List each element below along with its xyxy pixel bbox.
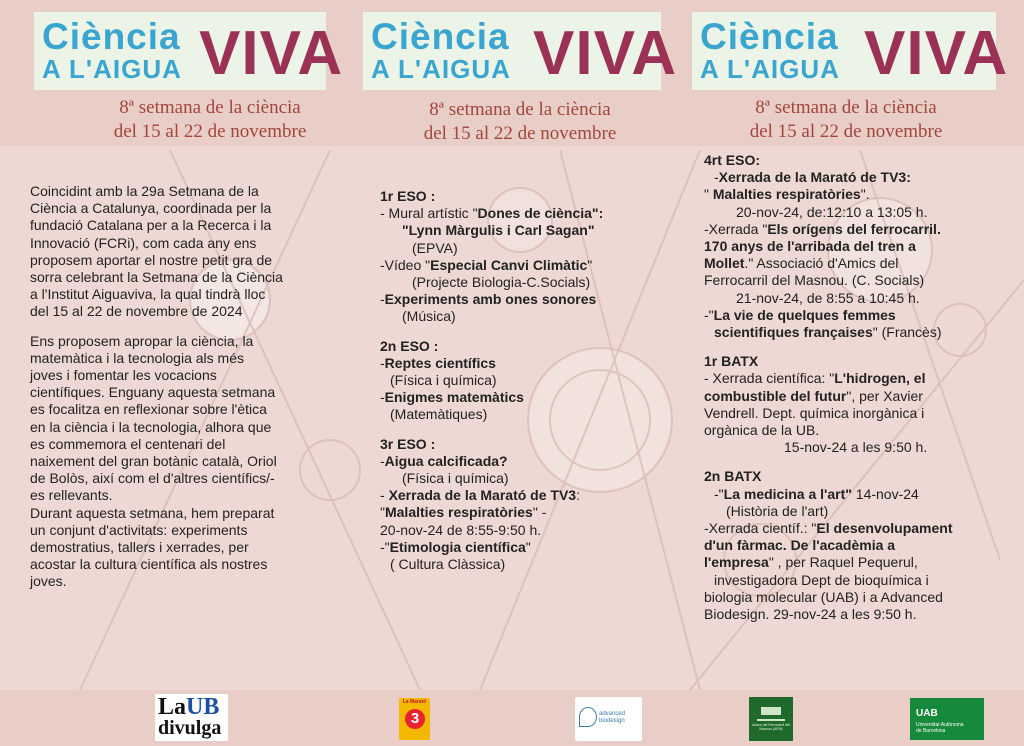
logo-line1: Ciència [700, 16, 839, 57]
activity-subject: (EPVA) [412, 239, 458, 256]
activity-subject: (Música) [402, 308, 456, 325]
text-line: Durant aquesta setmana, hem preparat [30, 504, 275, 521]
subtitle-line1: 8ª setmana de la ciència [429, 99, 611, 120]
activity-date: 20-nov-24 de 8:55-9:50 h. [380, 521, 542, 538]
logo-line3: VIVA [533, 19, 678, 88]
grade-heading-4rt-eso: 4rt ESO: [704, 152, 761, 168]
activities-panel-eso-1-3 [380, 188, 670, 573]
advanced-biodesign-logo: advanced biodesign [575, 697, 642, 741]
text-line: a l'Institut Aiguaviva, la qual tindrà lloc [30, 286, 266, 303]
activity-farmac-line6: Biodesign. 29-nov-24 a les 9:50 h. [704, 606, 917, 623]
logo-line3: VIVA [199, 19, 344, 88]
activity-hidrogen-line4: orgànica de la UB. [704, 422, 820, 439]
laub-divulga-logo: LaUB divulga [155, 694, 228, 741]
text-line: Ciència a Catalunya, coordinada per la [30, 200, 272, 217]
subtitle-3 [715, 96, 977, 144]
activity-date: 21-nov-24, de 8:55 a 10:45 h. [736, 289, 920, 306]
activity-ferrocarril-line3: Mollet." Associació d'Amics del [704, 255, 899, 272]
text-line: proposem aportar el nostre petit gra de [30, 251, 273, 268]
activity-ferrocarril: -Xerrada "Els orígens del ferrocarril. [704, 220, 941, 237]
text-line: de Bolòs, així com el d'altres científics/- [30, 470, 275, 487]
uab-logo: UAB Universitat Autònoma de Barcelona [910, 698, 984, 740]
text-line: fundació Catalana per a la Recerca i la [30, 217, 272, 234]
activity-xerrada-marato: - Xerrada de la Marató de TV3: [380, 487, 580, 504]
text-line: es focalitza en reflexionar sobre l'ètica [30, 401, 267, 418]
logo-line2: A L'AIGUA [42, 54, 182, 84]
subtitle-line2: del 15 al 22 de novembre [749, 121, 943, 142]
ciencia-viva-logo-1 [34, 12, 344, 90]
activity-mural-subtitle: "Lynn Màrgulis i Carl Sagan" [402, 222, 595, 239]
grade-heading-1r-batx: 1r BATX [704, 353, 759, 370]
activity-subject: (Física i química) [390, 372, 497, 389]
text-line: joves. [30, 573, 67, 590]
text-line: Ens proposem apropar la ciència, la [30, 332, 254, 349]
activity-xerrada-title: "Malalties respiratòries" - [380, 504, 547, 521]
ciencia-viva-logo-2 [363, 12, 678, 90]
intro-paragraph-2 [30, 333, 330, 591]
text-line: Coincidint amb la 29a Setmana de la [30, 183, 259, 199]
text-line: sorra celebrant la Setmana de la Ciència [30, 269, 283, 286]
logo-line2: A L'AIGUA [700, 54, 840, 84]
activity-xerrada-title: " Malalties respiratòries". [704, 186, 870, 203]
activity-medicina: -"La medicina a l'art" 14-nov-24 [714, 485, 919, 502]
grade-heading-2n-batx: 2n BATX [704, 468, 762, 485]
activity-farmac-line5: biologia molecular (UAB) i a Advanced [704, 588, 943, 605]
activity-subject: (Matemàtiques) [390, 406, 488, 423]
activity-xerrada-marato: -Xerrada de la Marató de TV3: [714, 169, 911, 186]
activity-subject: (Història de l'art) [726, 502, 829, 519]
subtitle-line1: 8ª setmana de la ciència [119, 97, 301, 118]
activity-hidrogen-line2: combustible del futur", per Xavier [704, 387, 923, 404]
subtitle-line2: del 15 al 22 de novembre [113, 121, 307, 142]
activity-farmac-line2: d'un fàrmac. De l'acadèmia a [704, 537, 896, 554]
activity-aigua: -Aigua calcificada? [380, 452, 508, 469]
text-line: matemàtica i la tecnologia als més [30, 349, 244, 366]
logo-line1: Ciència [371, 16, 510, 57]
text-line: es rellevants. [30, 487, 113, 504]
activity-farmac: -Xerrada científ.: "El desenvolupament [704, 520, 953, 537]
activity-subject: ( Cultura Clàssica) [390, 556, 506, 573]
text-line: en la ciència i la tecnologia, alhora que [30, 418, 272, 435]
subtitle-2 [390, 98, 650, 146]
activity-hidrogen: - Xerrada científica: "L'hidrogen, el [704, 370, 926, 387]
marato-tv3-logo: La Marató 3 [399, 698, 430, 740]
text-line: naixement del gran botànic català, Oriol [30, 453, 277, 470]
activity-mural: - Mural artístic "Dones de ciència": [380, 205, 604, 222]
activity-video: -Vídeo "Especial Canvi Climàtic" [380, 256, 593, 273]
activity-subject: (Projecte Biologia-C.Socials) [412, 274, 591, 291]
text-line: del 15 al 22 de novembre de 2024 [30, 303, 243, 320]
activities-panel-eso4-batx [704, 152, 1004, 623]
logo-line2: A L'AIGUA [371, 54, 511, 84]
logo-line1: Ciència [42, 16, 181, 57]
logo-line3: VIVA [864, 19, 1009, 88]
grade-heading-2n-eso: 2n ESO : [380, 337, 439, 354]
activity-femmes-line2: scientifiques françaises" (Francès) [714, 324, 942, 341]
text-line: acostar la cultura científica als nostres [30, 556, 268, 573]
activity-subject: (Física i química) [402, 470, 509, 487]
activity-reptes: -Reptes científics [380, 354, 496, 371]
activity-ferrocarril-line4: Ferrocarril del Masnou. (C. Socials) [704, 272, 925, 289]
subtitle-line1: 8ª setmana de la ciència [755, 97, 937, 118]
activity-enigmes: -Enigmes matemàtics [380, 389, 524, 406]
text-line: Innovació (FCRi), com cada any ens [30, 234, 257, 251]
activity-femmes: -"La vie de quelques femmes [704, 306, 896, 323]
activity-hidrogen-line3: Vendrell. Dept. química inorgànica i [704, 404, 925, 421]
text-line: científiques. Enguany aquesta setmana [30, 384, 276, 401]
intro-panel [30, 183, 330, 591]
text-line: un conjunt d'activitats: experiments [30, 521, 248, 538]
activity-date: 20-nov-24, de:12:10 a 13:05 h. [736, 203, 928, 220]
grade-heading-3r-eso: 3r ESO : [380, 435, 436, 452]
text-line: demostratius, tallers i xerrades, per [30, 539, 249, 556]
activity-date: 15-nov-24 a les 9:50 h. [784, 439, 928, 456]
activity-ferrocarril-line2: 170 anys de l'arribada del tren a [704, 238, 916, 255]
activity-etimologia: -"Etimologia científica" [380, 538, 531, 555]
subtitle-line2: del 15 al 22 de novembre [423, 123, 617, 144]
text-line: joves i fomentar les vocacions [30, 367, 217, 384]
activity-farmac-line4: investigadora Dept de bioquímica i [714, 571, 929, 588]
activity-farmac-line3: l'empresa" , per Raquel Pequerul, [704, 554, 918, 571]
activity-experiments: -Experiments amb ones sonores [380, 291, 597, 308]
text-line: es commemora el centenari del [30, 435, 226, 452]
grade-heading-1r-eso: 1r ESO : [380, 188, 436, 204]
ciencia-viva-logo-3 [692, 12, 1009, 90]
intro-paragraph-1 [30, 183, 330, 321]
amics-ferrocarril-logo: Amics del Ferrocarril del Masnou (AFM) [749, 697, 793, 741]
subtitle-1 [80, 96, 340, 144]
